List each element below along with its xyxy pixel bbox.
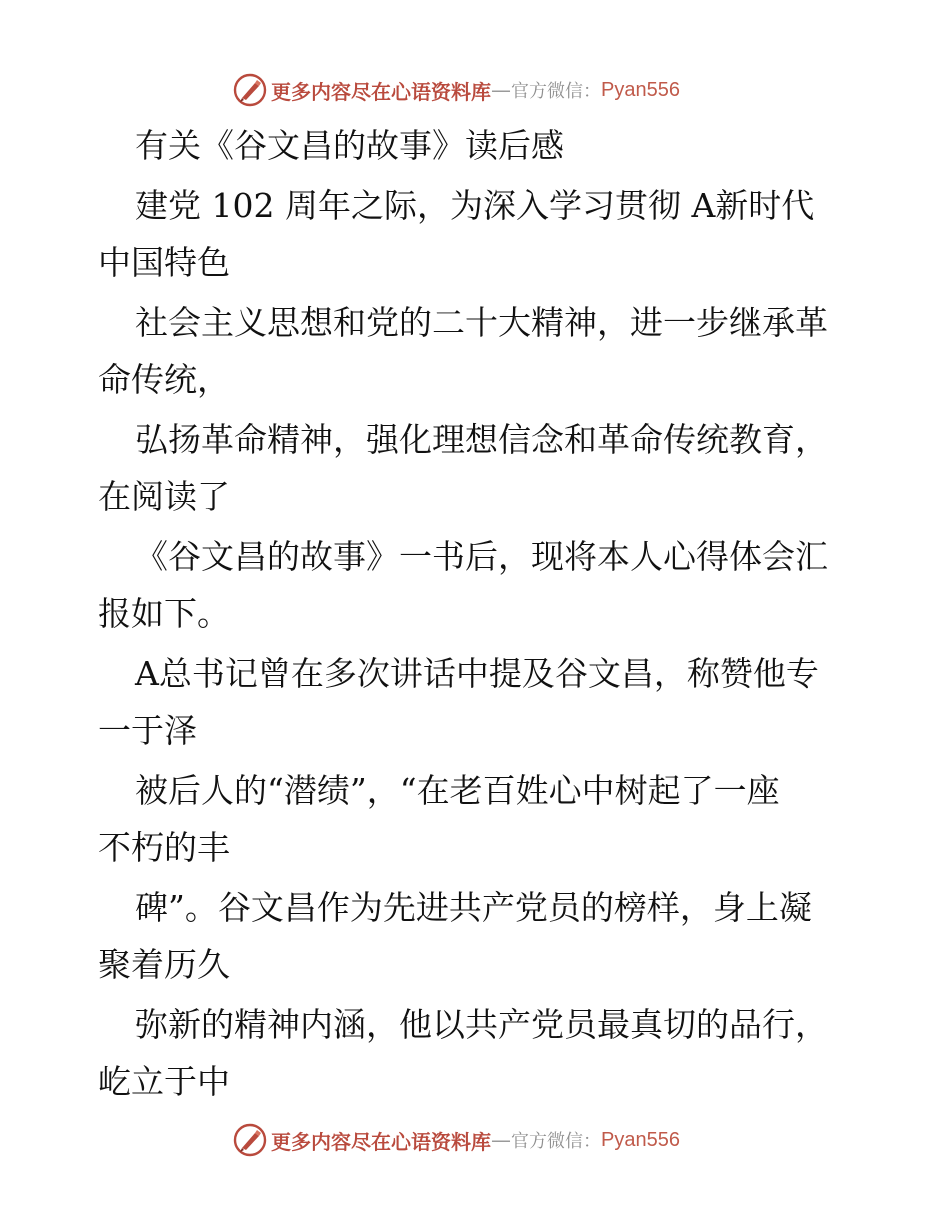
header-banner-content (233, 72, 680, 108)
header-wechat-id: Pyan556 (601, 78, 680, 101)
document-title: 有关《谷文昌的故事》读后感 (135, 126, 564, 165)
text-line: 中国特色 (98, 243, 230, 282)
text-line: 屹立于中 (98, 1062, 230, 1101)
footer-site-text: 更多内容尽在心语资料库 (271, 1129, 491, 1154)
header-site-text: 更多内容尽在心语资料库 (271, 79, 491, 104)
text-line: 被后人的“潜绩”，“在老百姓心中树起了一座 (135, 771, 780, 810)
header-wechat-label: 官方微信： (511, 81, 601, 102)
text-line: 在阅读了 (98, 477, 230, 516)
text-line: 《谷文昌的故事》一书后，现将本人心得体会汇 (135, 537, 828, 576)
text-line: 聚着历久 (98, 945, 230, 984)
footer-banner (0, 1120, 950, 1160)
footer-wechat-id: Pyan556 (601, 1128, 680, 1151)
text-line: 社会主义思想和党的二十大精神，进一步继承革 (135, 303, 828, 342)
footer-banner-content (233, 1122, 680, 1158)
text-line: 不朽的丰 (98, 828, 230, 867)
text-line: 弘扬革命精神，强化理想信念和革命传统教育， (135, 420, 828, 459)
text-line: A总书记曾在多次讲话中提及谷文昌，称赞他专 (135, 654, 819, 693)
footer-wechat-label: 官方微信： (511, 1131, 601, 1152)
text-line: 碑”。谷文昌作为先进共产党员的榜样，身上凝 (135, 888, 812, 927)
text-line: 报如下。 (98, 594, 230, 633)
header-banner (0, 70, 950, 110)
text-line: 建党 102 周年之际，为深入学习贯彻 A新时代 (135, 186, 815, 225)
text-line: 一于泽 (98, 711, 197, 750)
header-dash: — (491, 78, 511, 102)
footer-dash: — (491, 1128, 511, 1152)
text-line: 弥新的精神内涵，他以共产党员最真切的品行， (135, 1005, 828, 1044)
text-line: 命传统， (98, 360, 230, 399)
pen-logo-icon (233, 1123, 267, 1157)
pen-logo-icon (233, 73, 267, 107)
